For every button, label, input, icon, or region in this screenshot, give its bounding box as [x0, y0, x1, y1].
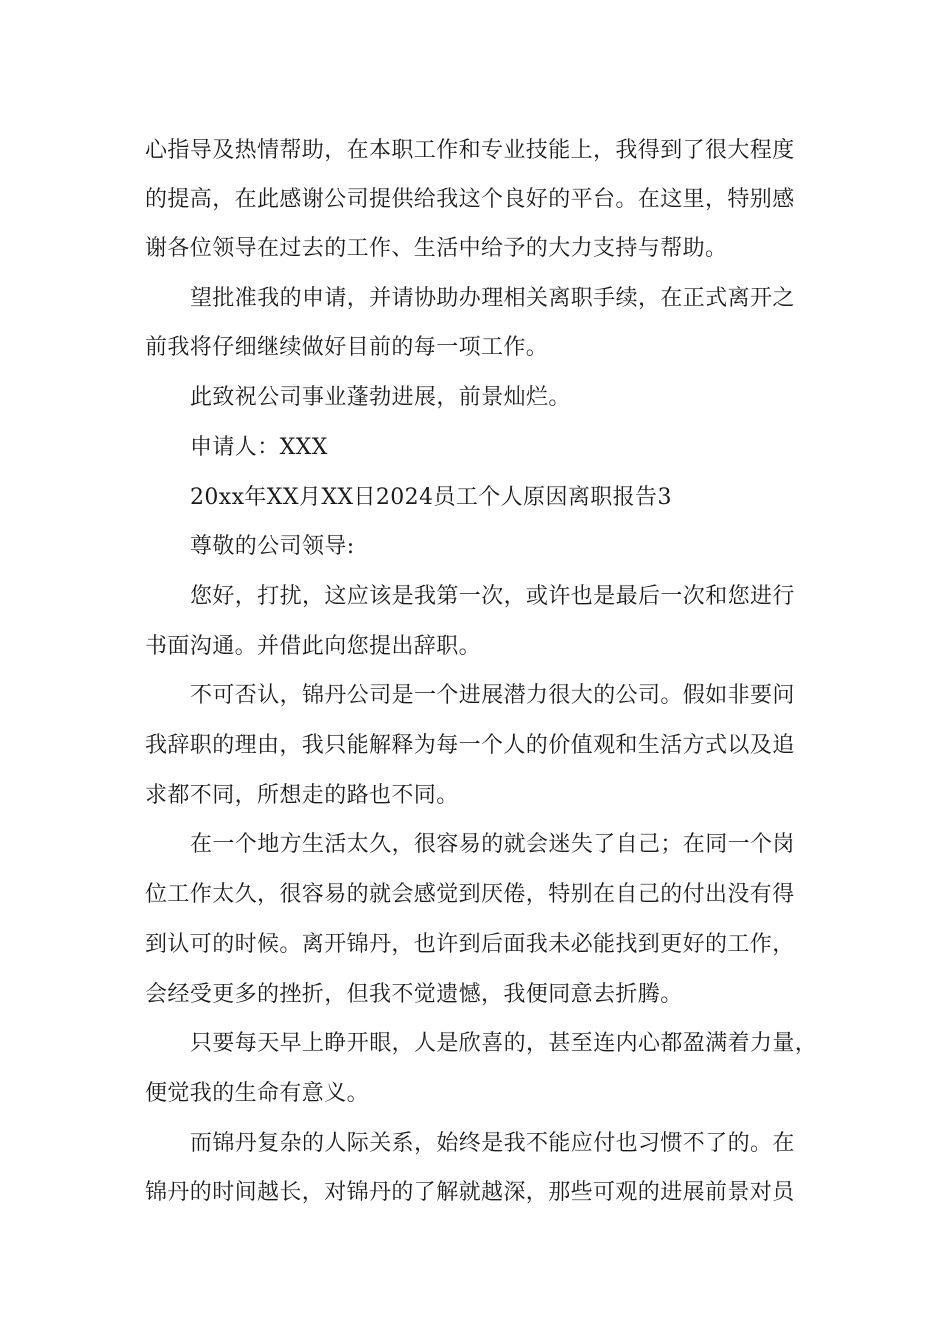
- paragraph-start: 望批准我的申请，并请协助办理相关离职手续，在正式离开之: [190, 286, 795, 311]
- text-line: 我辞职的理由，我只能解释为每一个人的价值观和生活方式以及追: [145, 733, 795, 758]
- text-line: 便觉我的生命有意义。: [145, 1081, 370, 1106]
- text-line: 前我将仔细继续做好目前的每一项工作。: [145, 335, 549, 360]
- text-line: 谢各位领导在过去的工作、生活中给予的大力支持与帮助。: [145, 236, 728, 261]
- text-line: 书面沟通。并借此向您提出辞职。: [145, 634, 482, 659]
- text-line: 锦丹的时间越长，对锦丹的了解就越深，那些可观的进展前景对员: [145, 1180, 795, 1205]
- paragraph-start: 在一个地方生活太久，很容易的就会迷失了自己；在同一个岗: [190, 832, 795, 857]
- paragraph-start: 而锦丹复杂的人际关系，始终是我不能应付也习惯不了的。在: [190, 1131, 795, 1156]
- text-line: 位工作太久，很容易的就会感觉到厌倦，特别在自己的付出没有得: [145, 882, 795, 907]
- text-line: 求都不同，所想走的路也不同。: [145, 783, 459, 808]
- paragraph-start: 不可否认，锦丹公司是一个进展潜力很大的公司。假如非要问: [190, 683, 795, 708]
- date-and-title-line: 20xx年XX月XX日2024员工个人原因离职报告3: [190, 485, 672, 510]
- applicant-line: 申请人：XXX: [190, 435, 328, 460]
- closing-wishes: 此致祝公司事业蓬勃进展，前景灿烂。: [190, 385, 571, 410]
- salutation: 尊敬的公司领导:: [190, 534, 355, 559]
- text-line: 会经受更多的挫折，但我不觉遗憾，我便同意去折腾。: [145, 982, 683, 1007]
- paragraph-start: 您好，打扰，这应该是我第一次，或许也是最后一次和您进行: [190, 584, 795, 609]
- paragraph-start: 只要每天早上睁开眼，人是欣喜的，甚至连内心都盈满着力量，: [190, 1031, 818, 1056]
- text-line: 到认可的时候。离开锦丹，也许到后面我未必能找到更好的工作，: [145, 932, 795, 957]
- text-line: 心指导及热情帮助，在本职工作和专业技能上，我得到了很大程度: [145, 138, 795, 163]
- text-line: 的提高，在此感谢公司提供给我这个良好的平台。在这里，特别感: [145, 187, 795, 212]
